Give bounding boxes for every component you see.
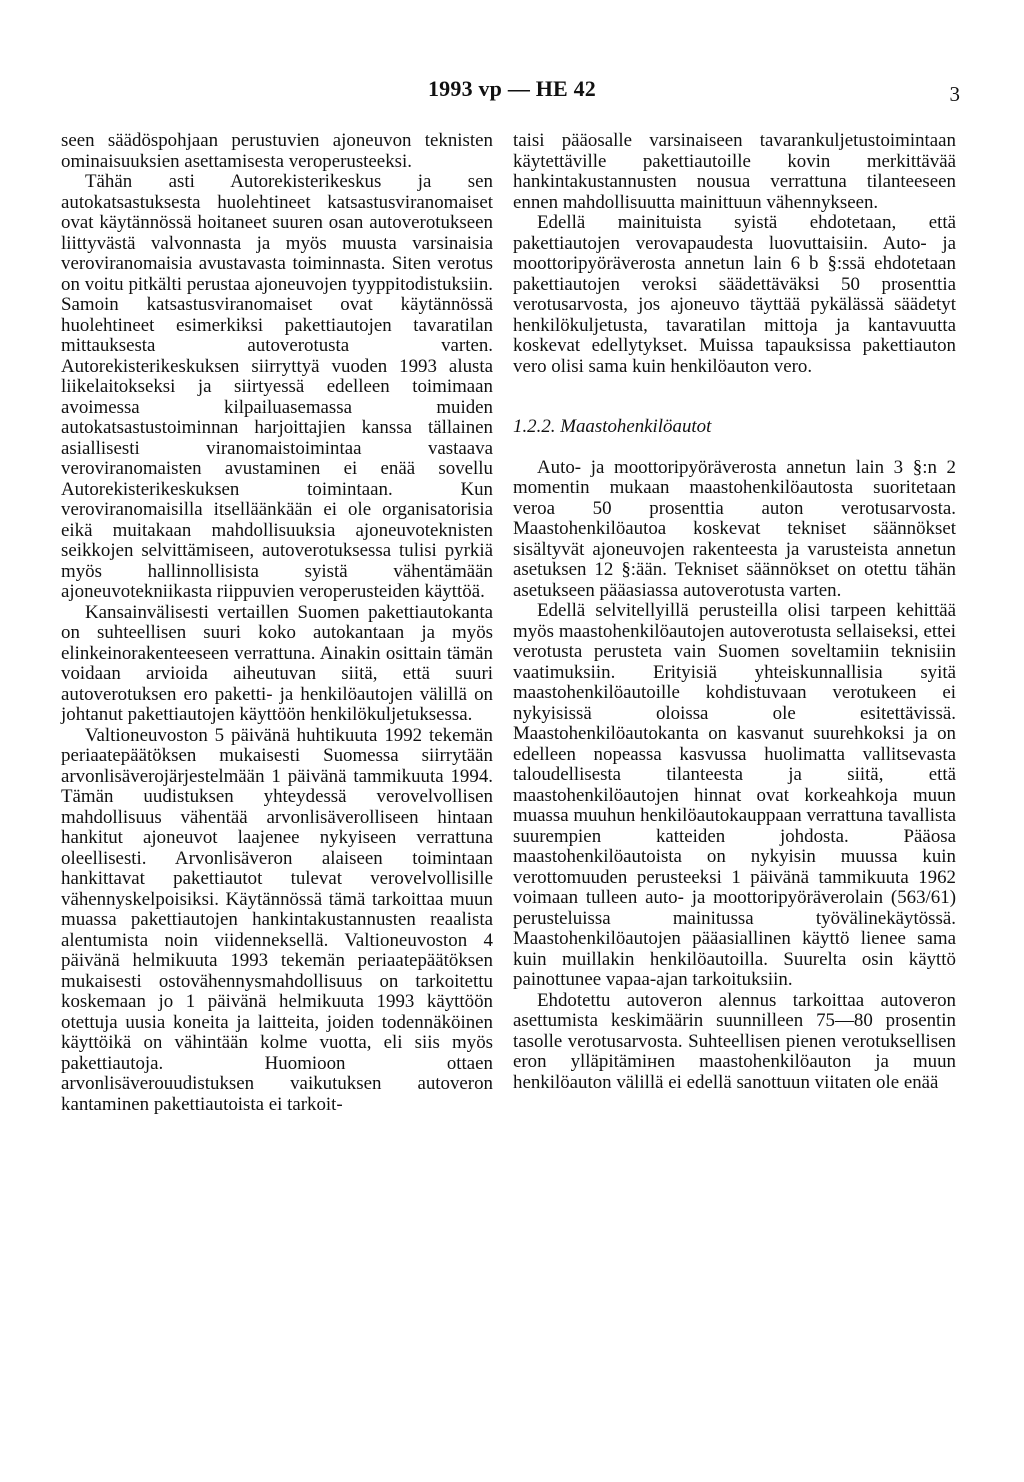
left-paragraph-3: Kansainvälisesti vertaillen Suomen pakettiautokanta on suhteellisen suuri koko autokantaan ja myös elinkeinorakenteeseen verrattuna. Ainakin osittain tämän voidaan arvioida aiheutuvan siitä, että suuri autoverotuksen ero paketti- ja henkilöautojen välillä on johtanut pakettiautojen käyttöön henkilökuljetuksessa. bbox=[61, 601, 493, 725]
right-column bbox=[513, 131, 956, 1093]
left-paragraph-2: Tähän asti Autorekisterikeskus ja sen autokatsastuksesta huolehtineet katsastusviranomaiset ovat käytännössä hoitaneet suuren osan autoverotukseen liittyvästä valvonnasta ja myös muusta varsinaisia veroviranomaisia avustavasta toiminnasta. Siten verotus on voitu pitkälti perustaa ajoneuvojen tyyppitodistuksiin. Samoin katsastusviranomaiset ovat käytännössä huolehtineet esimerkiksi pakettiautojen tavaratilan mittauksesta autoverotusta varten. Autorekisterikeskuksen siirryttyä vuoden 1993 alusta liikelaitokseksi ja siirtyessä edelleen toimimaan avoimessa kilpailuasemassa muiden autokatsastustoiminnan harjoittajien kanssa tällainen asiallisesti viranomaistoimintaa vastaava veroviranomaisten avustaminen ei enää sovellu Autorekisterikeskuksen toimintaan. Kun veroviranomaisilla itselläänkään ei ole organisatorisia eikä muitakaan mahdollisuuksia ajoneuvoteknisten seikkojen selvittämiseen, autoverotuksessa tulisi pyrkiä myös hallinnollisista syistä vähentämään ajoneuvotekniikasta riippuvien veroperusteiden käyttöä. bbox=[61, 171, 493, 602]
left-paragraph-4: Valtioneuvoston 5 päivänä huhtikuuta 1992 tekemän periaatepäätöksen mukaisesti Suomessa siirrytään arvonlisäverojärjestelmään 1 päivänä tammikuuta 1994. Tämän uudistuksen yhteydessä verovelvollisen mahdollisuus vähentää arvonlisäverolliseen hintaan hankitut ajoneuvot laajenee nykyiseen verrattuna oleellisesti. Arvonlisäveron alaiseen toimintaan hankittavat pakettiautot tulevat verovelvollisille vähennyskelpoisiksi. Käytännössä tämä tarkoittaa muun muassa pakettiautojen hankintakustannusten reaalista alentumista noin viidenneksellä. Valtioneuvoston 4 päivänä helmikuuta 1993 tekemän periaatepäätöksen mukaisesti ostovähennysmahdollisuus on tarkoitettu koskemaan jo 1 päivänä helmikuuta 1993 käyttöön otettuja uusia koneita ja laitteita, joiden todennäköinen käyttöikä on vähintään kolme vuotta, eli siis myös pakettiautoja. Huomioon ottaen arvonlisäverouudistuksen vaikutuksen autoveron kantaminen pakettiautoista ei tarkoit- bbox=[61, 724, 493, 1115]
page-number: 3 bbox=[949, 82, 960, 106]
page-header bbox=[0, 76, 1024, 106]
right-paragraph-1: taisi pääosalle varsinaiseen tavarankuljetustoimintaan käytettäville pakettiautoille kovin merkittävää hankintakustannusten nousua verrattuna tilanteeseen ennen mahdollisuutta mainittuun vähennykseen. bbox=[513, 130, 956, 213]
section-heading: 1.2.2. Maastohenkilöautot bbox=[513, 416, 712, 437]
right-paragraph-5: Ehdotettu autoveron alennus tarkoittaa autoveron asettumista keskimäärin suunnilleen 75—80 prosentin tasolle verotusarvosta. Suhteellisen pienen verotuksellisen eron ylläpitämінen maastohenkilöauton ja muun henkilöauton välillä ei edellä sanottuun viitaten ole enää bbox=[513, 989, 956, 1093]
left-column bbox=[61, 131, 493, 1115]
right-paragraph-2: Edellä mainituista syistä ehdotetaan, että pakettiautojen verovapaudesta luovuttaisiin. Auto- ja moottoripyöräverosta annetun lain 6 b §:ssä ehdotetaan pakettiautojen veroksi säädettäväksi 50 prosenttia verotusarvosta, jos ajoneuvo täyttää pykälässä säädetyt henkilökuljetusta, tavaratilan mittoja ja kantavuutta koskevat edellytykset. Muissa tapauksissa pakettiauton vero olisi sama kuin henkilöauton vero. bbox=[513, 212, 956, 377]
right-paragraph-4: Edellä selvitellyillä perusteilla olisi tarpeen kehittää myös maastohenkilöautojen autoverotusta sellaiseksi, ettei verotusta perusteta vain Suomen soveltamiin teknisiin vaatimuksiin. Erityisiä yhteiskunnallisia syitä maastohenkilöautoille kohdistuvaan verotukeen ei nykyisissä oloissa ole esitettävissä. Maastohenkilöautokanta on kasvanut suurehkoksi ja on edelleen nopeassa kasvussa huolimatta vallitsevasta taloudellisesta tilanteesta ja siitä, että maastohenkilöautojen hinnat ovat korkeahkoja muun muassa muuhun henkilöautokauppaan verrattuna tavallista suurempien katteiden johdosta. Pääosa maastohenkilöautoista on nykyisin muussa kuin verottomuuden perusteeksi 1 päivänä tammikuuta 1962 voimaan tulleen auto- ja moottoripyöräverolain (563/61) perusteluissa mainitussa työvälinekäytössä. Maastohenkilöautojen pääasiallinen käyttö lienee sama kuin muillakin henkilöautoilla. Suurelta osin käyttö painottunee vapaa-ajan tarkoituksiin. bbox=[513, 600, 956, 990]
left-paragraph-1: seen säädöspohjaan perustuvien ajoneuvon teknisten ominaisuuksien asettamisesta veroperusteeksi. bbox=[61, 130, 493, 172]
document-title: 1993 vp — HE 42 bbox=[427, 76, 597, 101]
right-paragraph-3: Auto- ja moottoripyöräverosta annetun lain 3 §:n 2 momentin mukaan maastohenkilöautosta suoritetaan veroa 50 prosenttia auton verotusarvosta. Maastohenkilöautoa koskevat tekniset säännökset sisältyvät ajoneuvojen rakenteesta ja varusteista annetun asetuksen 12 §:ään. Tekniset säännökset on otettu tähän asetukseen pääasiassa autoverotusta varten. bbox=[513, 456, 956, 601]
